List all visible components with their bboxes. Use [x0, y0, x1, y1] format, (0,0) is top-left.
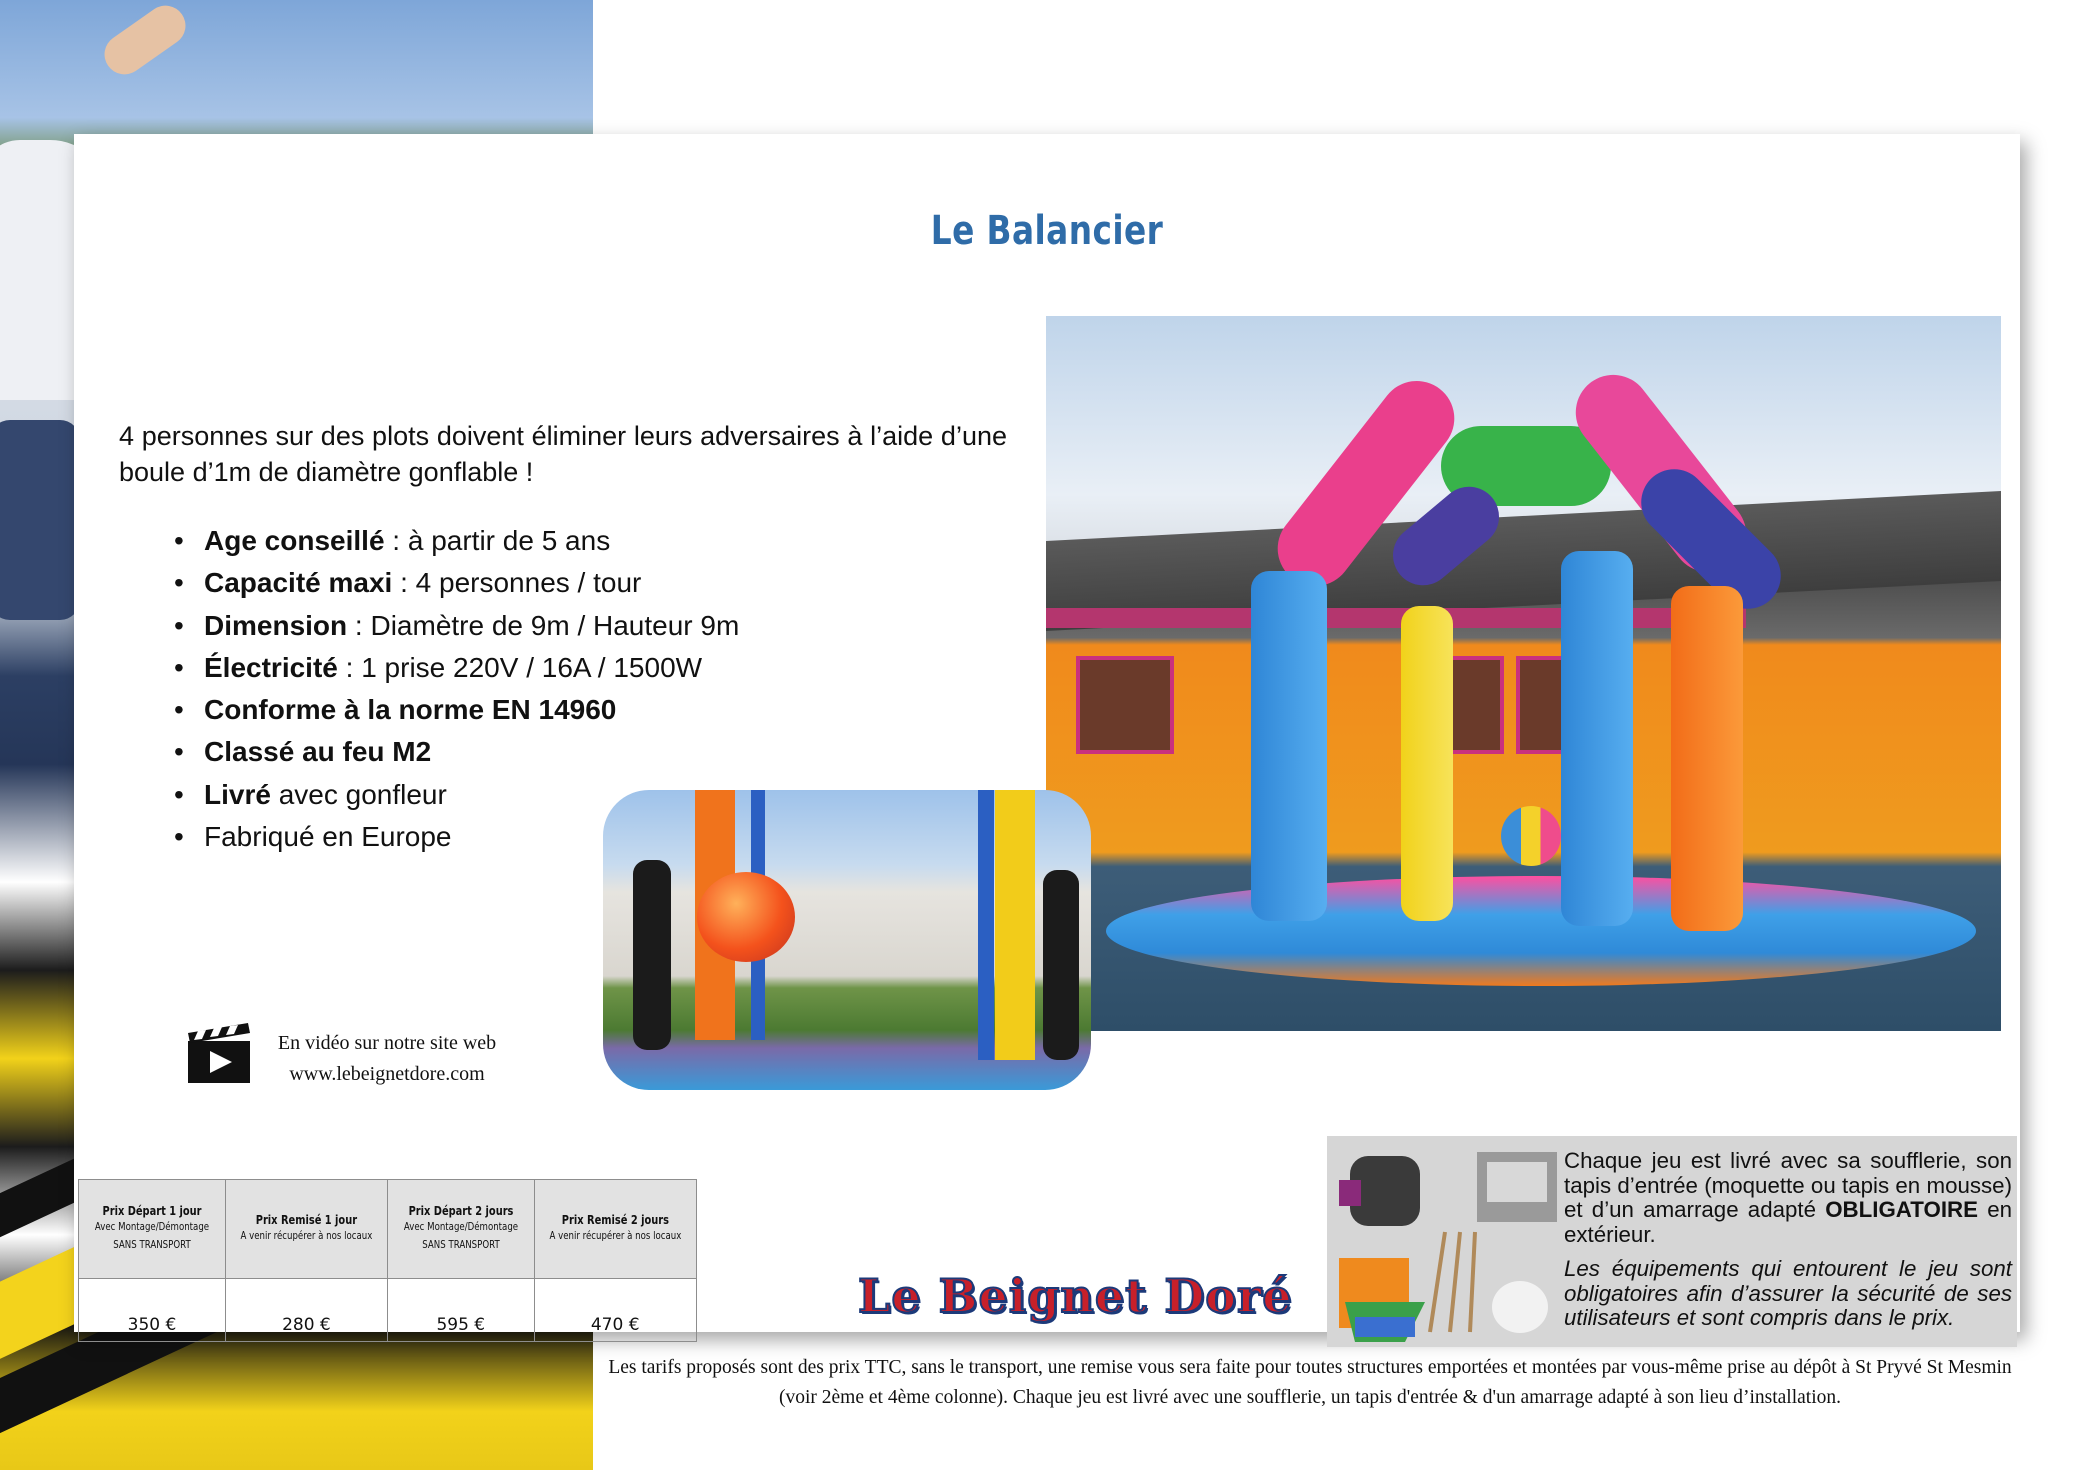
feature-item: • Fabriqué en Europe [174, 816, 739, 858]
page-title: Le Balancier [930, 208, 1164, 254]
product-card [74, 134, 2020, 1335]
feature-item: • Classé au feu M2 [174, 731, 739, 773]
price-header: Prix Départ 2 jours Avec Montage/Démontage SANS TRANSPORT [387, 1180, 534, 1279]
feature-item: • Capacité maxi : 4 personnes / tour [174, 562, 739, 604]
website-link[interactable]: www.lebeignetdore.com [289, 1063, 485, 1085]
footer-note: Les tarifs proposés sont des prix TTC, sans le transport, une remise vous sera faite pour toutes structures emportées et montées par vous-même prise au dépôt à St Pryvé St Mesmin (voir 2ème et 4ème colonne). Chaque jeu est livré avec une soufflerie, un tapis d'entrée & d'un amarrage adapté à son lieu d’installation. [608, 1357, 2012, 1408]
price-header: Prix Départ 1 jour Avec Montage/Démontage SANS TRANSPORT [79, 1180, 226, 1279]
equipment-illustration [1335, 1142, 1567, 1342]
secondary-product-photo [603, 790, 1091, 1090]
feature-item: • Livré avec gonfleur [174, 774, 739, 816]
price-value: 595 € [387, 1279, 534, 1342]
feature-item: • Électricité : 1 prise 220V / 16A / 1500W [174, 647, 739, 689]
main-product-photo [1046, 316, 2001, 1031]
price-value: 280 € [226, 1279, 388, 1342]
price-header: Prix Remisé 2 jours A venir récupérer à nos locaux [534, 1180, 696, 1279]
video-website-note [272, 1028, 502, 1090]
price-value: 470 € [534, 1279, 696, 1342]
feature-item: • Age conseillé : à partir de 5 ans [174, 520, 739, 562]
equipment-info-box [1327, 1136, 2017, 1347]
intro-text: 4 personnes sur des plots doivent éliminer leurs adversaires à l’aide d’une boule d’1m de diamètre gonflable ! [119, 421, 1007, 487]
price-value: 350 € [79, 1279, 226, 1342]
equipment-text [1564, 1149, 2012, 1331]
feature-item: • Conforme à la norme EN 14960 [174, 689, 739, 731]
equipment-paragraph-2: Les équipements qui entourent le jeu sont obligatoires afin d’assurer la sécurité de ses utilisateurs et sont compris dans le prix. [1564, 1256, 2012, 1330]
equipment-paragraph-1: Chaque jeu est livré avec sa soufflerie, son tapis d’entrée (moquette ou tapis en mousse) et d’un amarrage adapté OBLIGATOIRE en extérieur. [1564, 1148, 2012, 1247]
video-line-1: En vidéo sur notre site web [277, 1032, 497, 1054]
price-table [78, 1179, 697, 1342]
clapperboard-play-icon [186, 1019, 252, 1085]
brand-logo: Le Beignet Doré [858, 1269, 1293, 1323]
feature-item: • Dimension : Diamètre de 9m / Hauteur 9m [174, 605, 739, 647]
price-header: Prix Remisé 1 jour A venir récupérer à nos locaux [226, 1180, 388, 1279]
